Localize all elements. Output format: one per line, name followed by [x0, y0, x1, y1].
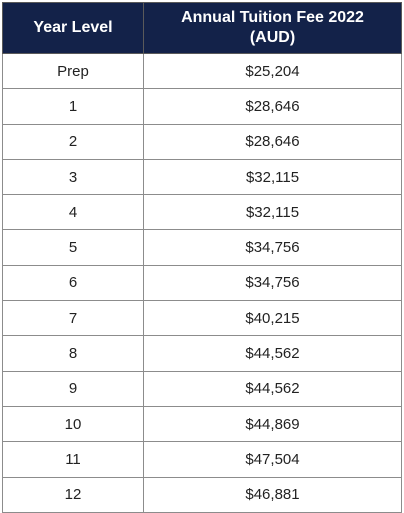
table-row: [3, 89, 402, 124]
tuition-fee-cell: $47,504: [144, 442, 402, 477]
table-row: [3, 406, 402, 441]
year-level-cell: 2: [3, 124, 144, 159]
year-level-cell: 1: [3, 89, 144, 124]
year-level-cell: 5: [3, 230, 144, 265]
tuition-fee-cell: $34,756: [144, 265, 402, 300]
year-level-cell: 7: [3, 301, 144, 336]
tuition-fee-cell: $44,562: [144, 336, 402, 371]
year-level-cell: 4: [3, 195, 144, 230]
table-row: [3, 371, 402, 406]
annual-fee-header-line1: Annual Tuition Fee 2022: [181, 9, 364, 26]
year-level-cell: Prep: [3, 54, 144, 89]
year-level-cell: 12: [3, 477, 144, 512]
table-header-row: [3, 3, 402, 54]
annual-fee-header-line2: (AUD): [249, 29, 296, 46]
tuition-fee-cell: $46,881: [144, 477, 402, 512]
tuition-fee-cell: $25,204: [144, 54, 402, 89]
year-level-cell: 11: [3, 442, 144, 477]
tuition-fee-cell: $34,756: [144, 230, 402, 265]
tuition-fee-cell: $32,115: [144, 195, 402, 230]
annual-fee-header: [144, 3, 402, 54]
tuition-fee-cell: $28,646: [144, 124, 402, 159]
year-level-header: Year Level: [3, 3, 144, 54]
year-level-cell: 9: [3, 371, 144, 406]
tuition-fee-cell: $28,646: [144, 89, 402, 124]
table-row: [3, 230, 402, 265]
tuition-fee-cell: $44,562: [144, 371, 402, 406]
table-row: [3, 54, 402, 89]
table-row: [3, 124, 402, 159]
tuition-fee-cell: $32,115: [144, 159, 402, 194]
table-row: [3, 477, 402, 512]
tuition-fee-table: [2, 2, 402, 513]
table-row: [3, 195, 402, 230]
table-row: [3, 301, 402, 336]
tuition-fee-cell: $40,215: [144, 301, 402, 336]
tuition-fee-cell: $44,869: [144, 406, 402, 441]
year-level-cell: 10: [3, 406, 144, 441]
tuition-fee-table-container: [2, 2, 401, 513]
table-row: [3, 265, 402, 300]
year-level-cell: 8: [3, 336, 144, 371]
table-row: [3, 159, 402, 194]
year-level-cell: 6: [3, 265, 144, 300]
year-level-cell: 3: [3, 159, 144, 194]
table-row: [3, 442, 402, 477]
table-row: [3, 336, 402, 371]
